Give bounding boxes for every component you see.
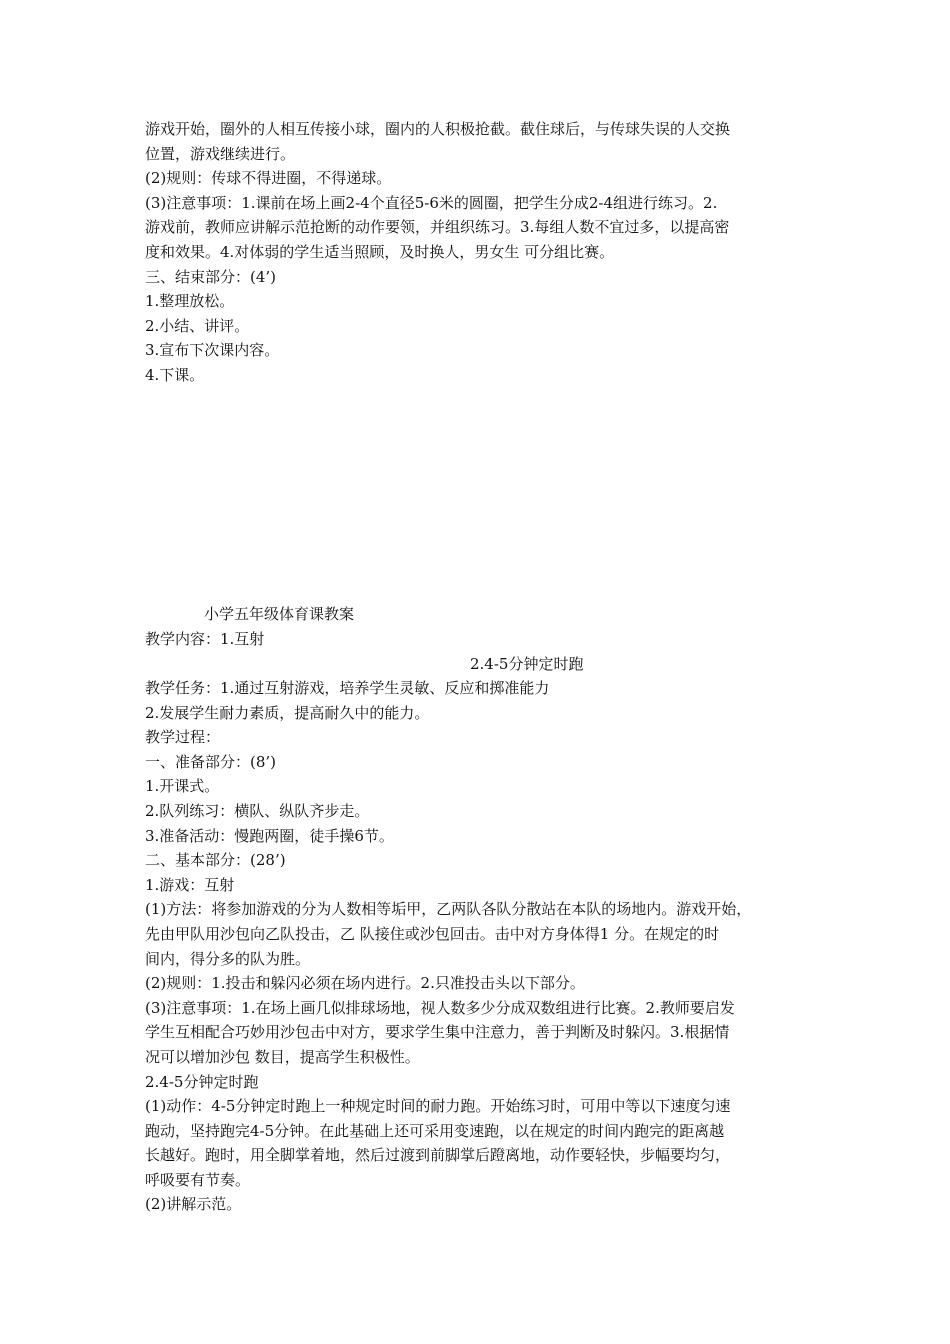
text-line: 跑动，坚持跑完4-5分钟。在此基础上还可采用变速跑，以在规定的时间内跑完的距离越 xyxy=(145,1121,725,1140)
top-section xyxy=(145,117,825,388)
text-line: 况可以增加沙包 数目，提高学生积极性。 xyxy=(145,1047,420,1066)
text-line: 学生互相配合巧妙用沙包击中对方，要求学生集中注意力，善于判断及时躲闪。3.根据情 xyxy=(145,1023,730,1042)
text-line: 3.宣布下次课内容。 xyxy=(145,341,280,360)
text-line: 游戏前，教师应讲解示范抢断的动作要领，并组织练习。3.每组人数不宜过多，以提高密 xyxy=(145,218,730,237)
text-line: 教学过程： xyxy=(145,728,221,747)
section-heading: 三、结束部分：(4’) xyxy=(145,267,277,286)
lesson-body xyxy=(145,676,825,1217)
text-line: 2.队列练习：横队、纵队齐步走。 xyxy=(145,801,370,820)
text-line: 度和效果。4.对体弱的学生适当照顾，及时换人，男女生 可分组比赛。 xyxy=(145,242,615,261)
text-line: (2)规则：传球不得进圈，不得递球。 xyxy=(145,169,392,188)
text-line: 位置，游戏继续进行。 xyxy=(145,144,296,163)
text-line: (1)动作：4-5分钟定时跑上一种规定时间的耐力跑。开始练习时，可用中等以下速度匀速 xyxy=(145,1097,731,1116)
text-line: 2.4-5分钟定时跑 xyxy=(145,1072,259,1091)
text-line: 1.游戏：互射 xyxy=(145,875,235,894)
text-line: 长越好。跑时，用全脚掌着地，然后过渡到前脚掌后蹬离地，动作要轻快，步幅要均匀， xyxy=(145,1146,731,1165)
text-line: 3.准备活动：慢跑两圈，徒手操6节。 xyxy=(145,826,394,845)
text-line: 1.整理放松。 xyxy=(145,292,235,311)
text-line: 2.发展学生耐力素质，提高耐久中的能力。 xyxy=(145,703,430,722)
text-line: (3)注意事项：1.课前在场上画2-4个直径5-6米的圆圈，把学生分成2-4组进行练习。2. xyxy=(145,193,718,212)
section-heading: 一、准备部分：(8’) xyxy=(145,752,277,771)
text-line: 先由甲队用沙包向乙队投击，乙 队接住或沙包回击。击中对方身体得1 分。在规定的时 xyxy=(145,924,720,943)
text-line: (1)方法：将参加游戏的分为人数相等垢甲，乙两队各队分散站在本队的场地内。游戏开始， xyxy=(145,900,752,919)
text-line: (3)注意事项：1.在场上画几似排球场地，视人数多少分成双数组进行比赛。2.教师要启发 xyxy=(145,998,735,1017)
text-line: (2)规则：1.投击和躲闪必须在场内进行。2.只准投击头以下部分。 xyxy=(145,974,585,993)
lesson-content-line-2: 2.4-5分钟定时跑 xyxy=(470,655,584,673)
lesson-content-line xyxy=(145,627,825,652)
text-line: 4.下课。 xyxy=(145,365,205,384)
text-line: 1.开课式。 xyxy=(145,777,220,796)
text-line: 游戏开始，圈外的人相互传接小球，圈内的人积极抢截。截住球后，与传球失误的人交换 xyxy=(145,120,731,138)
text-line: (2)讲解示范。 xyxy=(145,1195,242,1214)
section-heading: 二、基本部分：(28’) xyxy=(145,851,286,870)
text-line: 2.小结、讲评。 xyxy=(145,316,250,335)
text-line: 间内，得分多的队为胜。 xyxy=(145,949,311,968)
text-line: 教学内容：1.互射 xyxy=(145,630,265,648)
text-line: 呼吸要有节奏。 xyxy=(145,1170,251,1189)
text-line: 教学任务：1.通过互射游戏，培养学生灵敏、反应和掷准能力 xyxy=(145,679,550,697)
lesson-title: 小学五年级体育课教案 xyxy=(204,605,355,623)
